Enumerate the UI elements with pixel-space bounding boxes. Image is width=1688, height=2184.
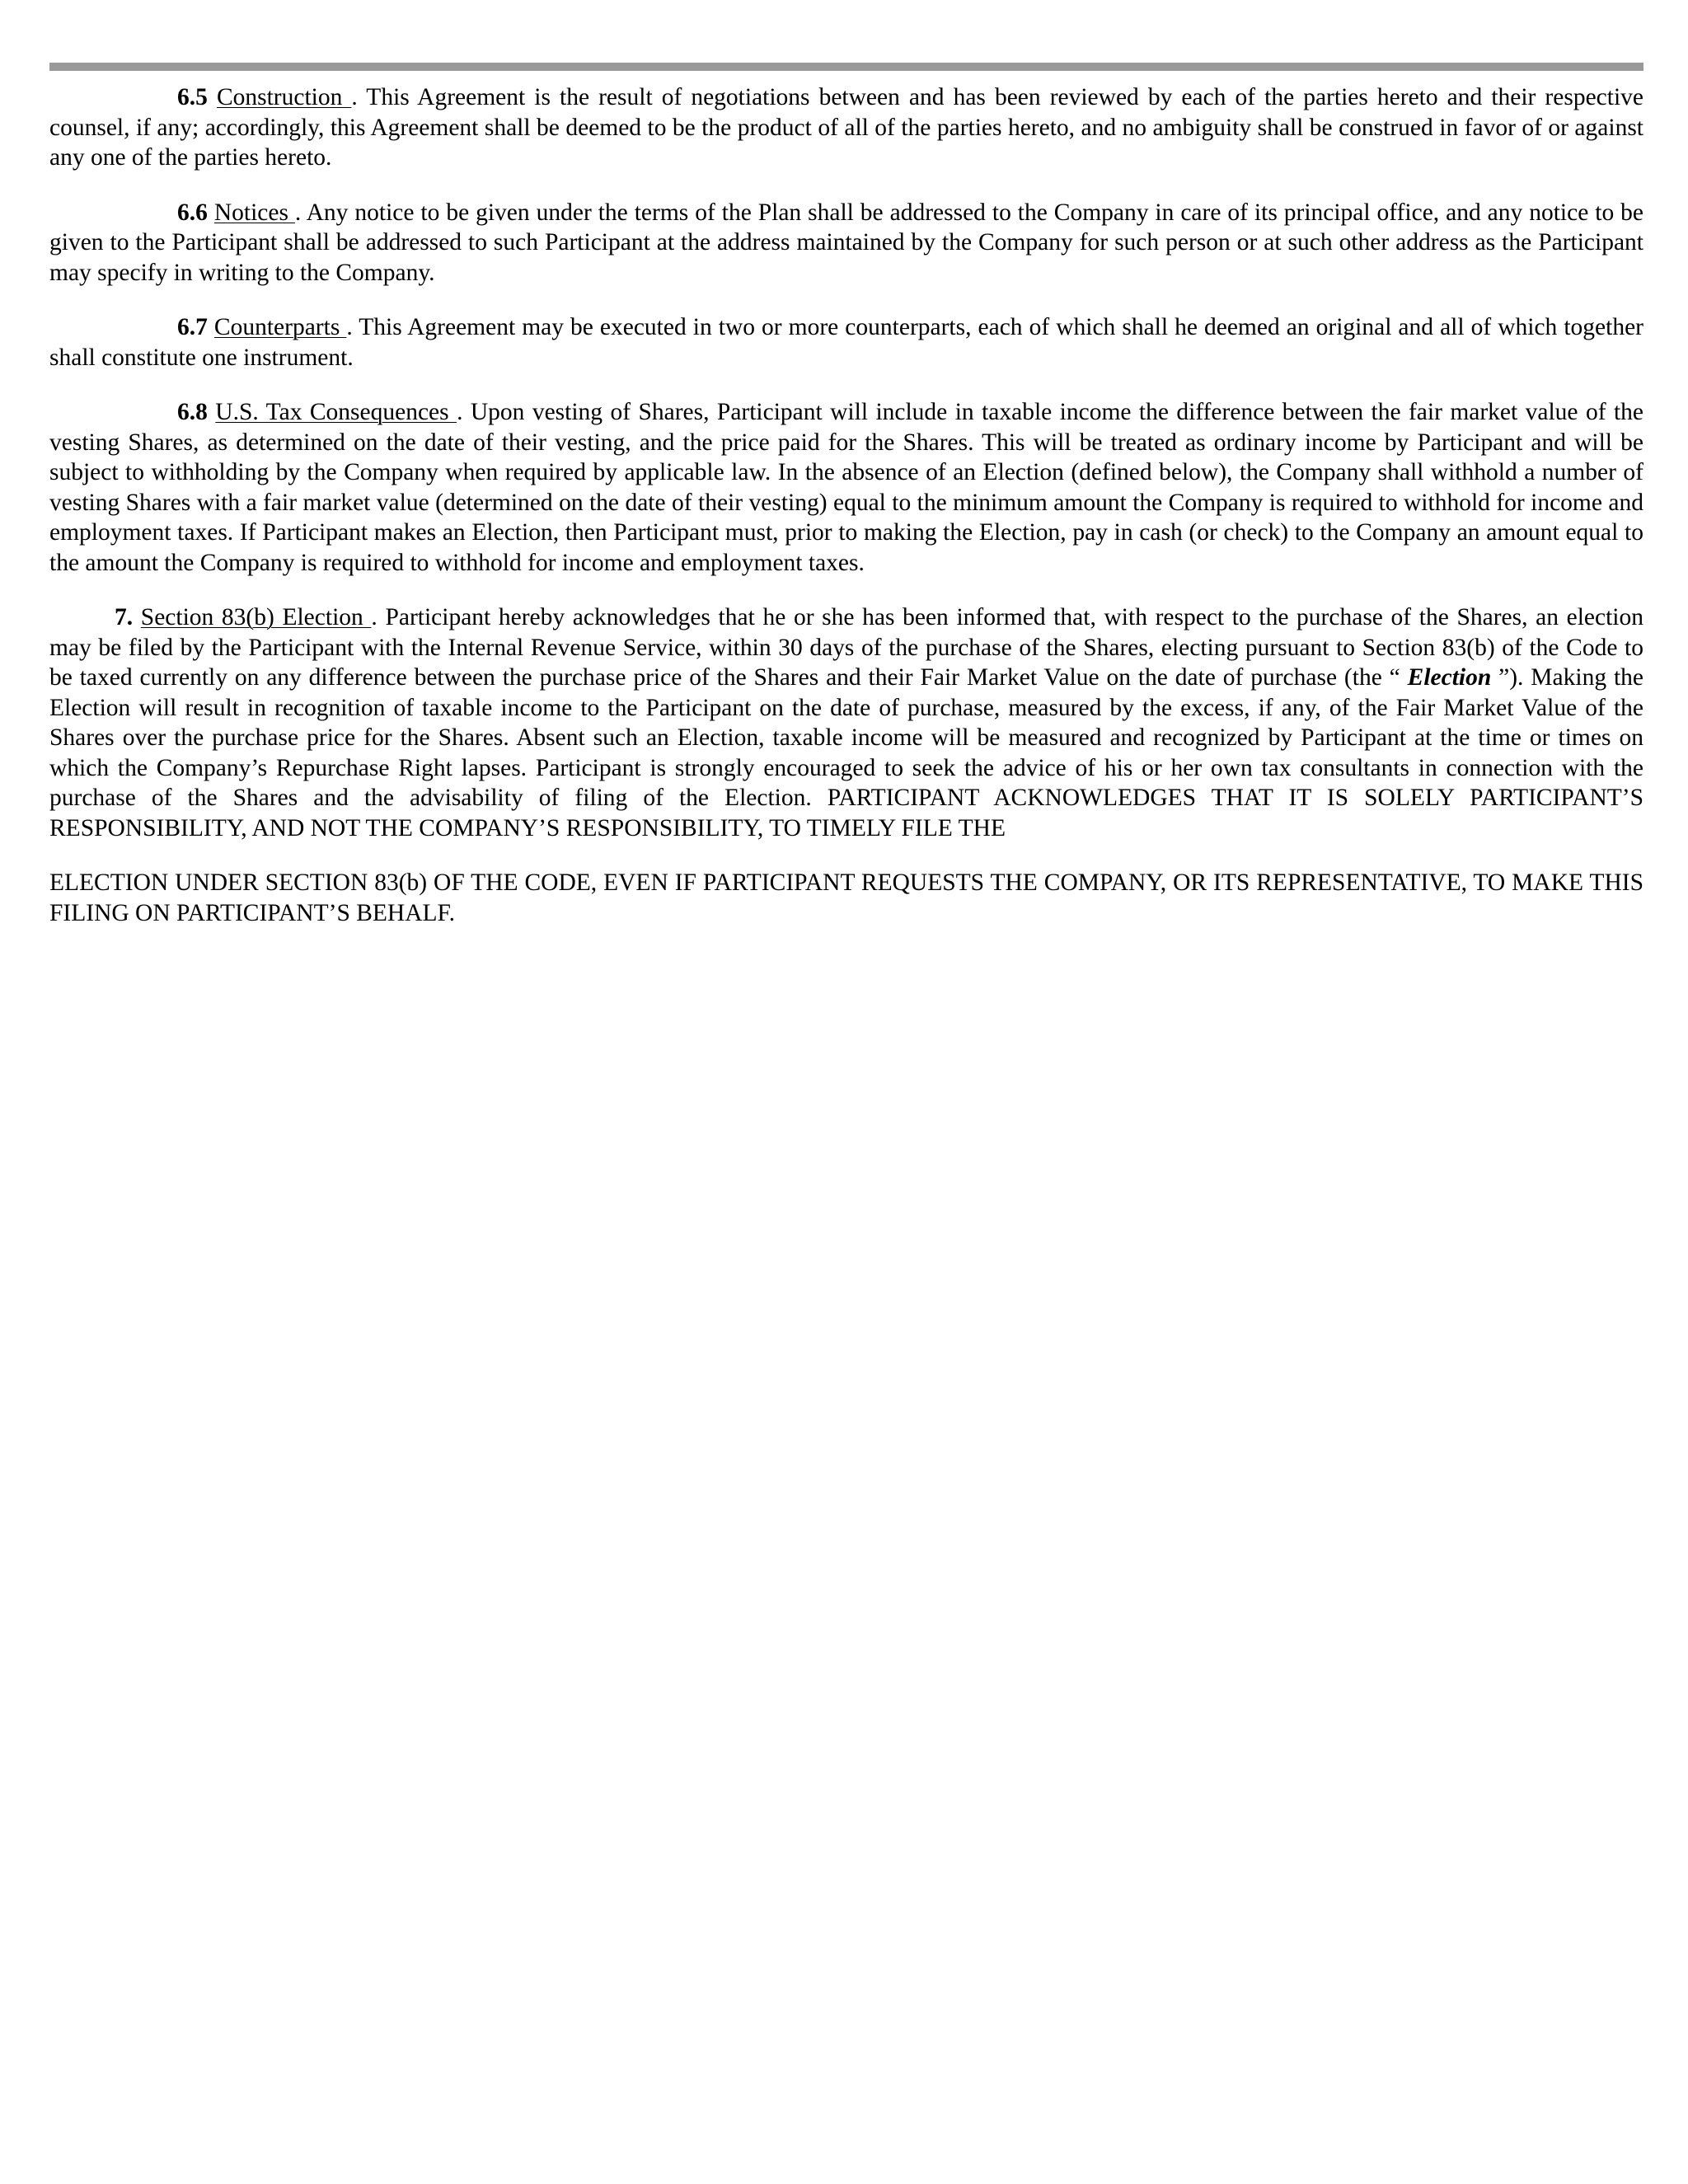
section-number: 6.8 [177, 399, 208, 425]
section-heading: U.S. Tax Consequences [215, 399, 457, 425]
section-6-6 [49, 198, 1643, 288]
section-7 [49, 602, 1643, 843]
section-6-5 [49, 82, 1643, 173]
section-heading: Counterparts [213, 314, 347, 340]
section-number: 6.6 [177, 199, 208, 226]
section-number: 7. [115, 604, 134, 630]
section-body: . This Agreement is the result of negotiations between and has been reviewed by each of the parties hereto and their respective counsel, if any; accordingly, this Agreement shall be deemed to be the product of all of the parties hereto, and no ambiguity shall be construed in favor of or against any one of the parties hereto. [49, 84, 1643, 171]
section-7-continuation: ELECTION UNDER SECTION 83(b) OF THE CODE, EVEN IF PARTICIPANT REQUESTS THE COMPANY, OR ITS REPRESENTATIVE, TO MAKE THIS FILING ON PARTICIPANT’S BEHALF. [49, 869, 1643, 926]
section-body: . Upon vesting of Shares, Participant will include in taxable income the difference between the fair market value of the vesting Shares, as determined on the date of their vesting, and the price paid for the Shares. This will be treated as ordinary income by Participant and will be subject to withholding by the Company when required by applicable law. In the absence of an Election (defined below), the Company shall withhold a number of vesting Shares with a fair market value (determined on the date of their vesting) equal to the minimum amount the Company is required to withhold for income and employment taxes. If Participant makes an Election, then Participant must, prior to making the Election, pay in cash (or check) to the Company an amount equal to the amount the Company is required to withhold for income and employment taxes. [49, 399, 1643, 576]
section-heading: Notices [213, 199, 295, 226]
top-rule [49, 63, 1643, 71]
defined-term-election: Election [1407, 664, 1492, 691]
section-body: . Participant hereby acknowledges that he or she has been informed that, with respect to the purchase of the Shares, an election may be filed by the Participant with the Internal Revenue Service, within 30 days of the purchase of the Shares, electing pursuant to Section 83(b) of the Code to be taxed currently on any difference between the purchase price of the Shares and their Fair Market Value on the date of purchase (the “ [49, 604, 1643, 691]
section-body: . This Agreement may be executed in two or more counterparts, each of which shall he deemed an original and all of which together shall constitute one instrument. [49, 314, 1643, 371]
section-heading: Construction [216, 84, 352, 110]
section-6-8 [49, 397, 1643, 578]
section-number: 6.5 [177, 84, 208, 110]
section-6-7 [49, 312, 1643, 373]
section-number: 6.7 [177, 314, 208, 340]
document-body [49, 82, 1643, 953]
section-body-continued: ”). Making the Election will result in recognition of taxable income to the Participant on the date of purchase, measured by the excess, if any, of the Fair Market Value of the Shares over the purchase price for the Shares. Absent such an Election, taxable income will be measured and recognized by Participant at the time or times on which the Company’s Repurchase Right lapses. Participant is strongly encouraged to seek the advice of his or her own tax consultants in connection with the purchase of the Shares and the advisability of filing of the Election. PARTICIPANT ACKNOWLEDGES THAT IT IS SOLELY PARTICIPANT’S RESPONSIBILITY, AND NOT THE COMPANY’S RESPONSIBILITY, TO TIMELY FILE THE [49, 664, 1643, 841]
section-body: . Any notice to be given under the terms of the Plan shall be addressed to the Company in care of its principal office, and any notice to be given to the Participant shall be addressed to such Participant at the address maintained by the Company for such person or at such other address as the Participant may specify in writing to the Company. [49, 199, 1644, 286]
section-heading: Section 83(b) Election [140, 604, 372, 630]
